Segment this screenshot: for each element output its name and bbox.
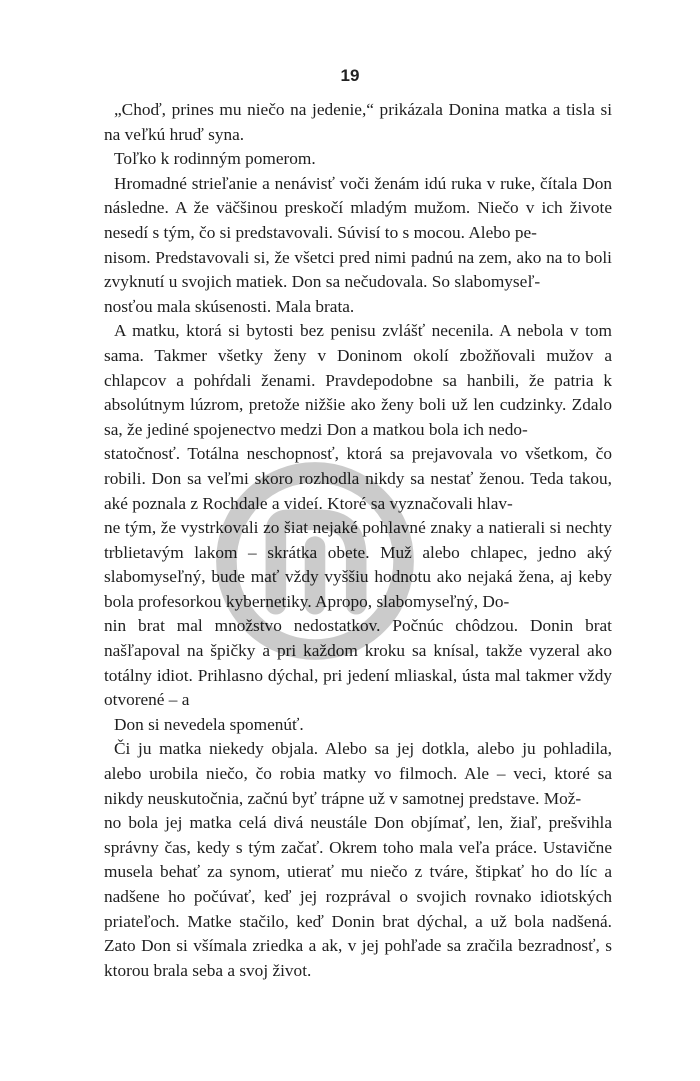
paragraph: Hromadné strieľanie a nenávisť voči ženám idú ruka v ruke, čítala Don následne. A že väčšinou preskočí mladým mužom. Niečo v ich živote nesedí s tým, čo si predstavovali. Súvisí to s mocou. Alebo pe- nisom. Predstavovali si, že všetci pred nimi padnú na zem, ako na to boli zvyknutí u svojich matiek. Don sa nečudovala. So slabomyseľ- nosťou mala skúsenosti. Mala brata.	[104, 173, 612, 316]
page-number: 19	[340, 66, 360, 85]
paragraph: Don si nevedela spomenúť.	[114, 714, 304, 734]
paragraph: „Choď, prines mu niečo na jedenie,“ prikázala Donina matka a tisla si na veľkú hruď syna.	[104, 100, 612, 144]
body-text	[104, 98, 612, 983]
paragraph: Či ju matka niekedy objala. Alebo sa jej dotkla, alebo ju pohladila, alebo urobila niečo, čo robia matky vo filmoch. Ale – veci, ktoré sa nikdy neuskutočnia, začnú byť trápne už v samotnej predstave. Mož- no bola jej matka celá divá neustále Don objímať, len, žiaľ, prešvihla správny čas, kedy s tým začať. Okrem toho mala veľa práce. Ustavične musela behať za synom, utierať mu niečo z tváre, štipkať ho do líc a nadšene ho počúvať, keď jej rozprával o svojich rovnako idiotských priateľoch. Matke stačilo, keď Donin brat dýchal, a už bola nadšená. Zato Don si všímala zriedka a ak, v jej pohľade sa zračila bezradnosť, s ktorou brala seba a svoj život.	[104, 739, 612, 980]
paragraph: A matku, ktorá si bytosti bez penisu zvlášť necenila. A nebola v tom sama. Takmer všetky ženy v Doninom okolí zbožňovali mužov a chlapcov a pohŕdali ženami. Pravdepodobne sa hanbili, že patria k absolútnym lúzrom, pretože nižšie ako ženy boli už len cudzinky. Zdalo sa, že jediné spojenectvo medzi Don a matkou bola ich nedo- statočnosť. Totálna neschopnosť, ktorá sa prejavovala vo všetkom, čo robili. Don sa veľmi skoro rozhodla nikdy sa nestať ženou. Teda takou, aké poznala z Rochdale a videí. Ktoré sa vyznačovali hlav- ne tým, že vystrkovali zo šiat nejaké pohlavné znaky a natierali si nechty trblietavým lakom – skrátka obete. Muž alebo chlapec, jedno aký slabomyseľný, bude mať vždy vyššiu hodnotu ako nejaká žena, aj keby bola profesorkou kybernetiky. Apropo, slabomyseľný, Do- nin brat mal množstvo nedostatkov. Počnúc chôdzou. Donin brat našľapoval na špičky a pri každom kroku sa knísal, takže vyzeral ako totálny idiot. Prihlasno dýchal, pri jedení mliaskal, ústa mal takmer vždy otvorené – a	[104, 321, 612, 710]
paragraph: Toľko k rodinným pomerom.	[114, 149, 316, 169]
